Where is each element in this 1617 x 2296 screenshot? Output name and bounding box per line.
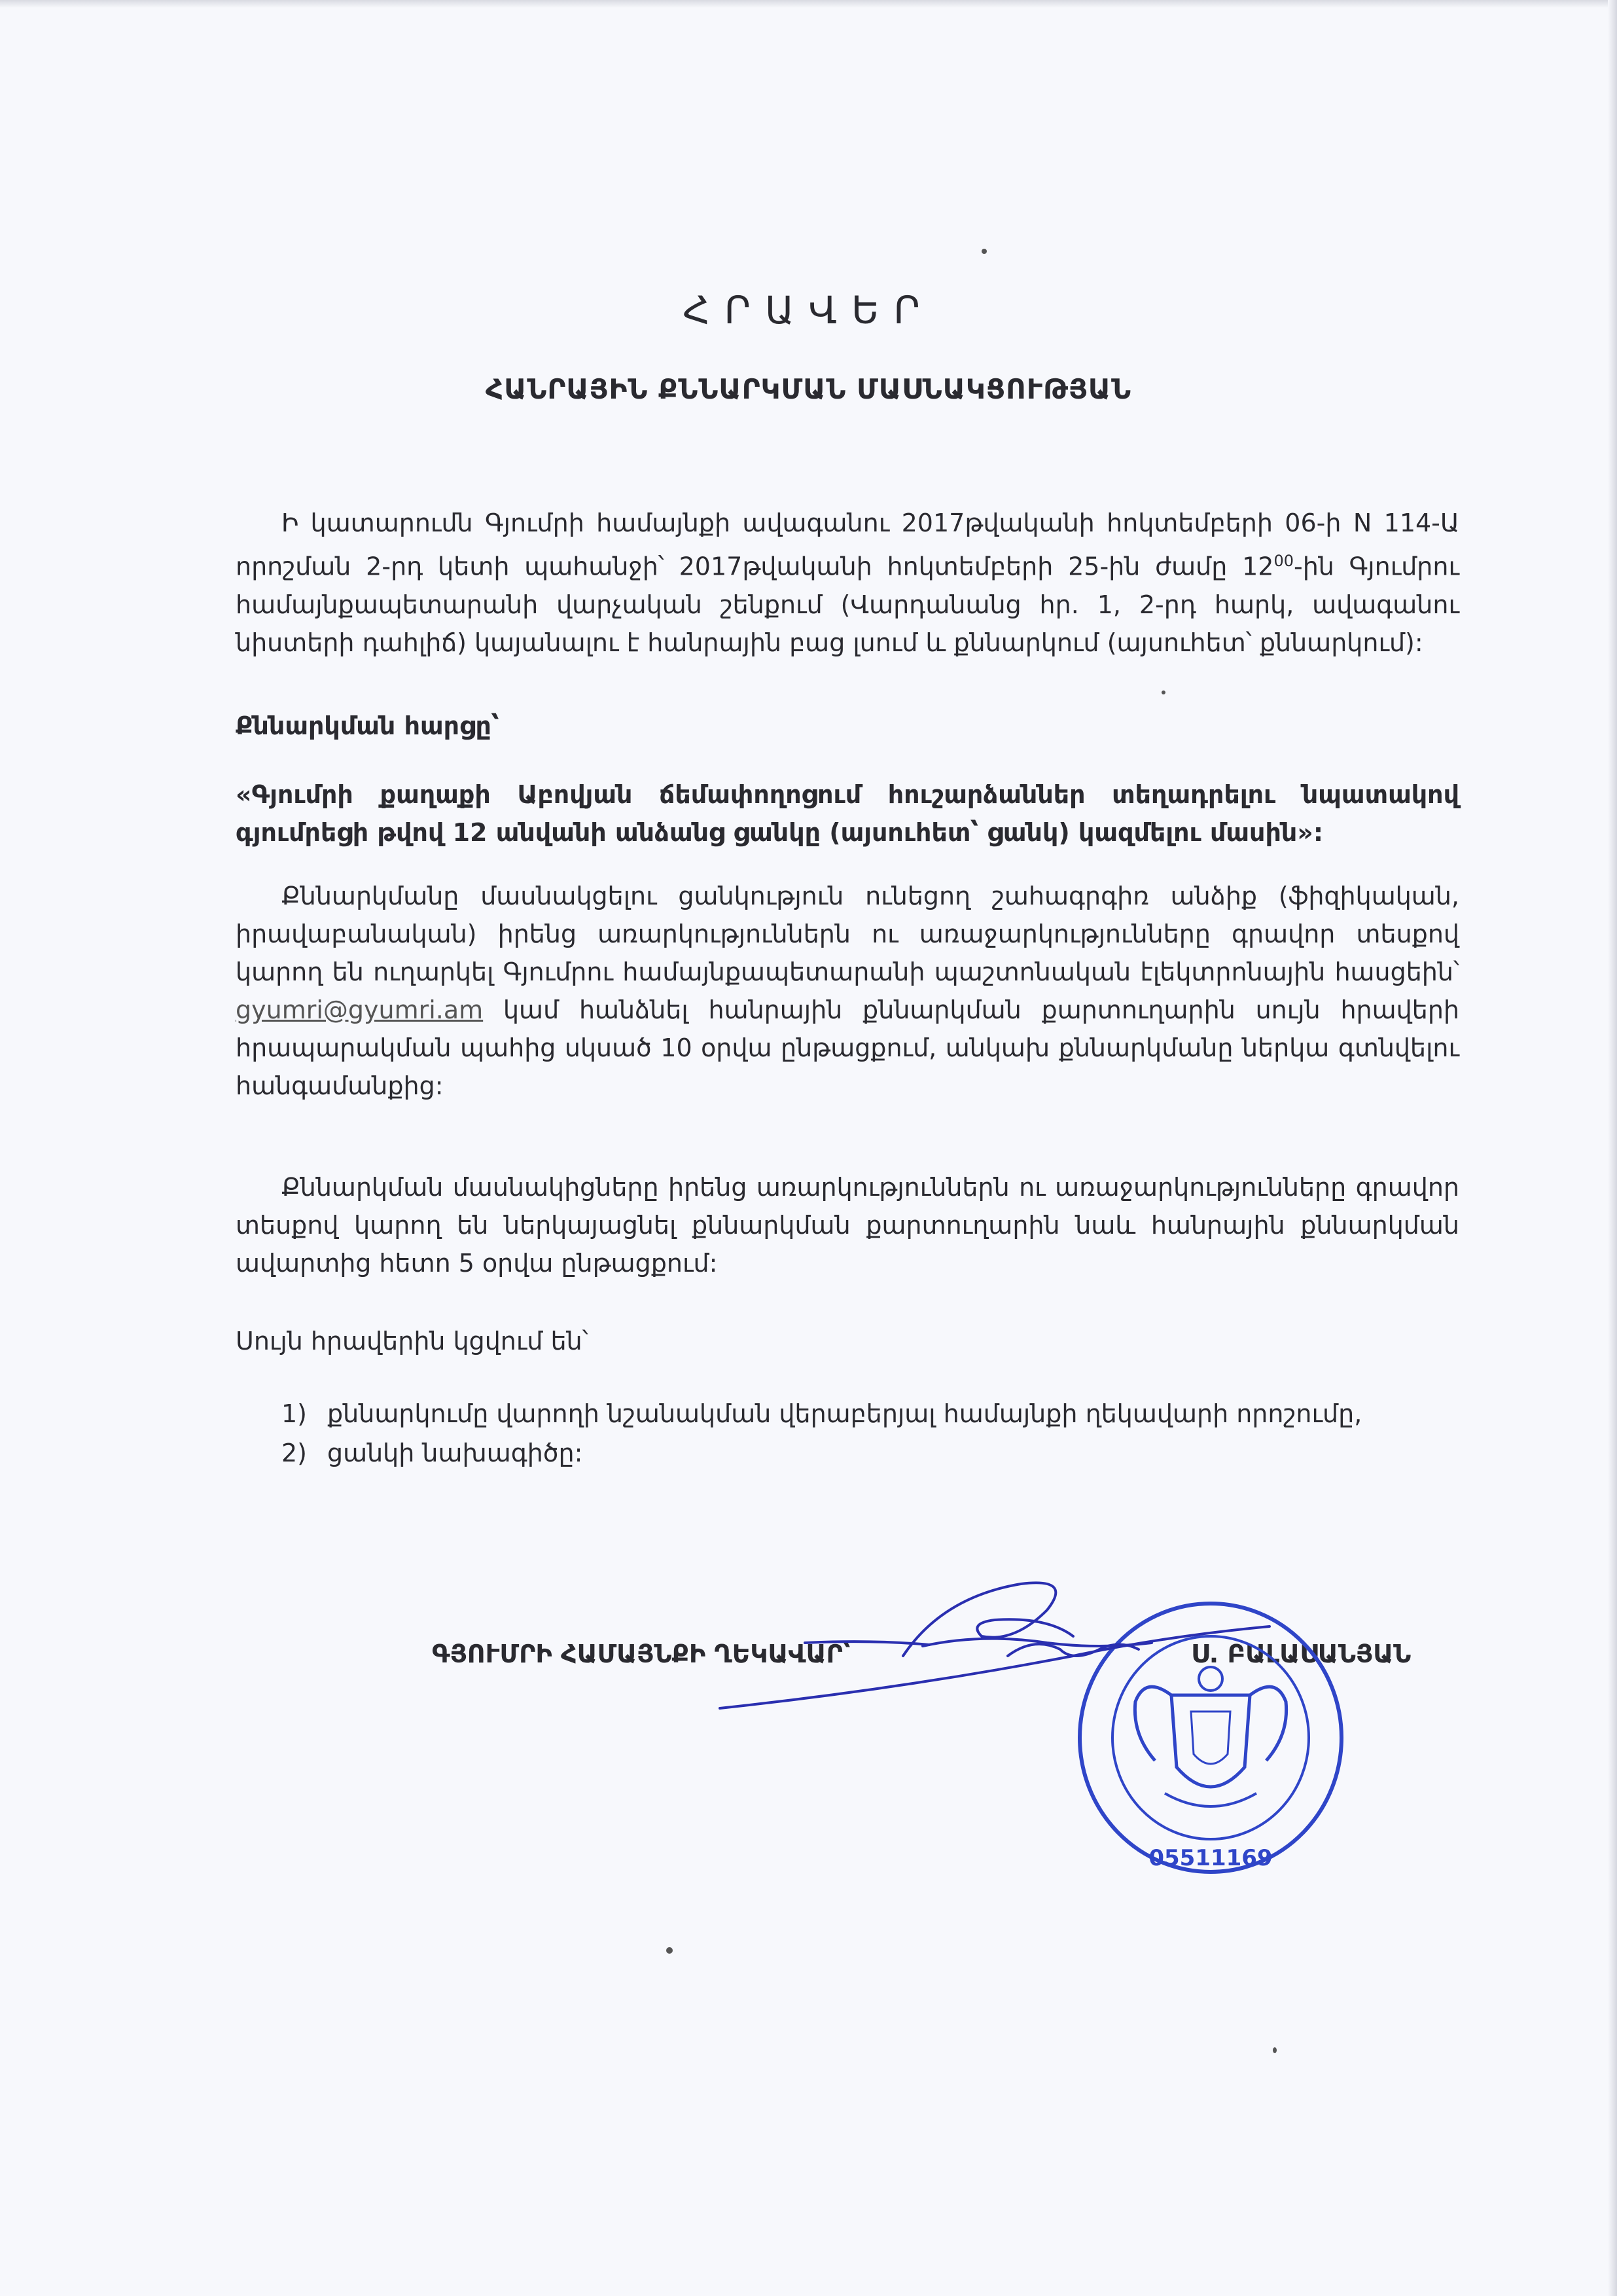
- page-edge-top: [0, 0, 1617, 8]
- attachments-label: Սույն հրավերին կցվում են՝: [236, 1327, 588, 1355]
- signatory-title: ԳՅՈՒՄՐԻ ՀԱՄԱՅՆՔԻ ՂԵԿԱՎԱՐ՝: [432, 1640, 851, 1668]
- list-item: [281, 1433, 1459, 1473]
- paper-speck: [1273, 2047, 1277, 2053]
- intro-text-2: -ին Գյումրու համայնքապետարանի վարչական շենքում (Վարդանանց հր. 1, 2-րդ հարկ, ավագանու նիստերի դահլիճ) կայանալու է հանրային բաց լսում և քննարկում (այսուհետ՝ քննարկում):: [236, 552, 1459, 657]
- paper-speck: [666, 1947, 673, 1954]
- page-edge-right: [1608, 0, 1617, 2296]
- list-item-text: ցանկի նախագիծը:: [327, 1439, 583, 1467]
- participation-text-2: կամ հանձնել հանրային քննարկման քարտուղարին սույն հրավերի հրապարակման պահից սկսած 10 օրվա ընթացքում, անկախ քննարկմանը ներկա գտնվելու հանգամանքից:: [236, 996, 1459, 1100]
- participation-paragraph: [236, 877, 1459, 1105]
- document-subtitle: ՀԱՆՐԱՅԻՆ ՔՆՆԱՐԿՄԱՆ ՄԱՍՆԱԿՑՈՒԹՅԱՆ: [485, 373, 1132, 405]
- intro-text-1: Ի կատարումն Գյումրի համայնքի ավագանու 2017թվականի հոկտեմբերի 06-ի N 114-Ա որոշման 2-րդ կետի պահանջի՝ 2017թվականի հոկտեմբերի 25-ին ժամը 12: [236, 509, 1459, 581]
- handwritten-signature-icon: [707, 1558, 1296, 1754]
- signatory-name: Ս. ԲԱԼԱՍԱՆՅԱՆ: [1191, 1640, 1412, 1668]
- seal-code: 05511169: [1148, 1845, 1273, 1871]
- list-item-text: քննարկումը վարողի նշանակման վերաբերյալ համայնքի ղեկավարի որոշումը,: [327, 1399, 1362, 1428]
- intro-time-superscript: 00: [1273, 552, 1294, 570]
- topic-text: «Գյումրի քաղաքի Աբովյան ճեմափողոցում հուշարձաններ տեղադրելու նպատակով գյումրեցի թվով 12 անվանի անձանց ցանկը (այսուհետ՝ ցանկ) կազմելու մասին»:: [236, 780, 1459, 847]
- paper-speck: [1162, 691, 1165, 694]
- attachments-list: [281, 1394, 1459, 1473]
- intro-paragraph: [236, 504, 1459, 662]
- document-title: ՀՐԱՎԵՐ: [683, 288, 934, 332]
- topic-label: Քննարկման հարցը՝: [236, 711, 499, 740]
- list-item: [281, 1394, 1459, 1433]
- submission-paragraph: Քննարկման մասնակիցները իրենց առարկություններն ու առաջարկությունները գրավոր տեսքով կարող են ներկայացնել քննարկման քարտուղարին նաև հանրային քննարկման ավարտից հետո 5 օրվա ընթացքում:: [236, 1173, 1459, 1278]
- email-link[interactable]: gyumri@gyumri.am: [236, 996, 484, 1024]
- participation-text-1: Քննարկմանը մասնակցելու ցանկություն ունեցող շահագրգիռ անձիք (ֆիզիկական, իրավաբանական) իրենց առարկություններն ու առաջարկությունները գրավոր տեսքով կարող են ուղարկել Գյումրու համայնքապետարանի պաշտոնական էլեկտրոնային հասցեին՝: [236, 882, 1459, 986]
- paper-speck: [982, 249, 987, 254]
- list-item-number: 1): [281, 1399, 308, 1428]
- list-item-number: 2): [281, 1439, 308, 1467]
